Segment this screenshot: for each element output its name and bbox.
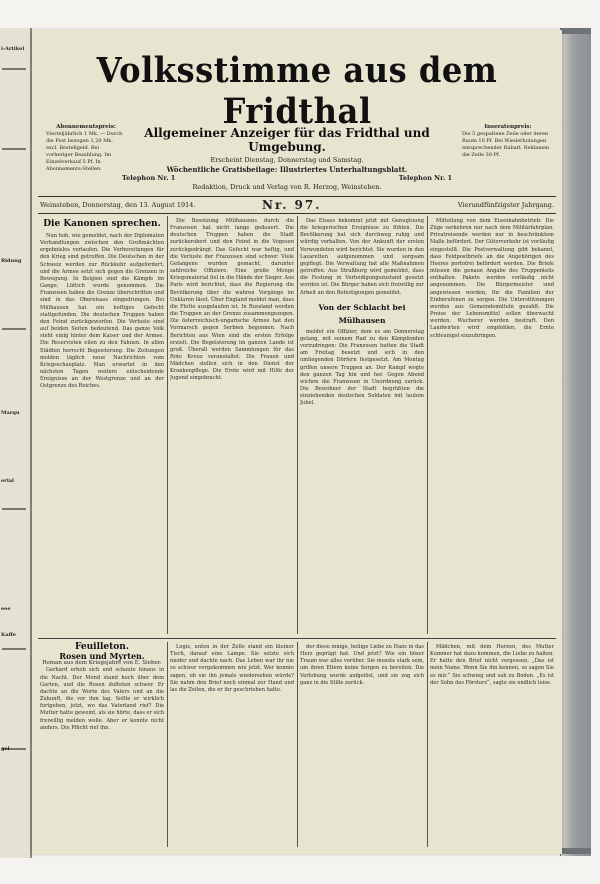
column-separator [297,642,298,847]
feuilleton-column-3 [300,644,424,847]
feuilleton-column-4 [430,644,554,847]
column-separator [297,216,298,634]
subscription-heading: Abonnementspreis: [56,124,116,130]
appearance-days: Erscheint Dienstag, Donnerstag und Samstag. [210,156,364,164]
ads-price-box [462,124,554,159]
issue-number: Nr. 97. [262,198,322,212]
left-fragment: Ridung [1,258,22,264]
article-column-3 [300,218,424,636]
subscription-box [46,124,126,173]
article-body: Nun hob, wie gemeldet, nach der Diplomaten Verhandlungen zwischen den Großmächten ergebnislos verlaufen. Die Vorbereitungen für den Krieg sind getroffen. Die Deutschen in der Schweiz werden zur Rückkehr aufgefordert, und die Armee setzt sich gegen die Grenzen in Bewegung. In Belgien sind die Kämpfe im Gange; Lüttich wurde genommen. Die Franzosen haben die Grenze überschritten und sind in das Oberelsass eingedrungen. Bei Mülhausen hat ein heftiges Gefecht stattgefunden. Die deutschen Truppen haben den Feind zurückgeworfen. Die Verluste sind auf beiden Seiten bedeutend. Das ganze Volk steht einig hinter dem Kaiser und der Armee. Die Reservisten eilen zu den Fahnen. In allen Städten herrscht Begeisterung. Die Zeitungen melden täglich neue Nachrichten vom Kriegsschauplatz. Man erwartet in den nächsten Tagen weitere entscheidende Ereignisse an der Westgrenze und an der Ostgrenze des Reiches. [40,233,164,390]
column-separator [167,642,168,847]
feuilleton-column-2 [170,644,294,847]
article-column-2 [170,218,294,636]
issue-date: Weinsteben, Donnerstag, den 13. August 1914. [40,201,196,209]
article-body: Mitteilung von dem Eisenbahnbetrieb: Die Züge verkehren nur nach dem Militärfahrplan. Privatreisende werden nur in beschränktem Maße befördert. Der Güterverkehr ist vorläufig eingestellt. Die Postverwaltung gibt bekannt, dass Feldpostbriefe an die Angehörigen des Heeres portofrei befördert werden. Die Briefe müssen die genaue Angabe des Truppenteils enthalten. Pakete werden vorläufig nicht angenommen. Die Bürgermeister sind angewiesen worden, für die Familien der Einberufenen zu sorgen. Die Unterstützungen werden aus Gemeindemitteln gezahlt. Die Preise der Lebensmittel sollen überwacht werden. Wucherer werden bestraft. Den Landwirten wird empfohlen, die Ernte schleunigst einzubringen. [430,218,554,339]
column-separator [427,642,428,847]
feuilleton-rule [38,638,556,639]
header-rule [38,196,556,197]
column-separator [167,216,168,634]
left-fragment: i-Artikel [1,46,25,52]
novel-title: Rosen und Myrten. [59,651,145,662]
left-fragment: Marqu [1,410,20,416]
column-separator [427,216,428,634]
feuilleton-column-1 [40,642,164,847]
novel-body: Logis, unten in der Zelle stand ein kleiner Tisch, darauf eine Lampe. Sie setzte sich nieder und dachte nach. Das Leben war ihr nie so schwer vorgekommen wie jetzt. Wer konnte sagen, ob sie ihn jemals wiedersehen würde? Sie nahm den Brief noch einmal zur Hand und las die Zeilen, die er ihr geschrieben hatte. [170,644,294,693]
dateline [40,198,554,212]
left-fragment: Kaffe [1,632,16,638]
novel-body: der diese innige, heilige Liebe zu Hans in das Herz geprägt hat. Und jetzt? Wie ein böser Traum war alles vorüber. Sie musste stark sein, um ihren Eltern keine Sorgen zu bereiten. Die Verlobung wurde aufgelöst, und sie zog sich ganz in die Stille zurück. [300,644,424,686]
supplement-line: Wöchentliche Gratisbeilage: Illustriertes Unterhaltungsblatt. [166,165,408,174]
editor-line: Redaktion, Druck und Verlag von R. Herzog, Weinsteben. [192,183,382,191]
masthead-subtitle: Allgemeiner Anzeiger für das Fridthal und Umgebung. [144,126,430,154]
left-bound-page [0,28,32,858]
article-body: meldet ein Offizier, dem es am Donnerstag gelang, mit seinem Rad zu den Kämpfenden vorzudringen: Die Franzosen hatten die Stadt am Freitag besetzt und sich in den umliegenden Dörfern festgesetzt. Am Montag griffen unsere Truppen an. Der Kampf wogte den ganzen Tag hin und her. Gegen Abend wichen die Franzosen in Unordnung zurück. Die Bewohner der Stadt begrüßten die einziehenden deutschen Soldaten mit lautem Jubel. [300,328,424,407]
article-title: Von der Schlacht bei Mülhausen [318,302,406,325]
feuilleton-title: Feuilleton. [75,642,129,652]
left-fragment: gel [1,746,10,752]
ads-text: Die 5 gespaltene Zeile oder deren Raum 10 Pf. Bei Wiederholungen entsprechender Rabatt. Reklamen die Zeile 30 Pf. [462,131,550,158]
masthead-title: Volksstimme aus dem Fridthal [96,50,498,132]
article-title: Die Kanonen sprechen. [43,219,161,229]
volume-year: Vierundfünfzigster Jahrgang. [457,201,554,209]
article-column-4 [430,218,554,636]
book-spine [560,28,591,856]
phone-right: Telephon Nr. 1 [398,174,452,182]
newspaper-page [32,30,562,854]
left-fragment: erial [1,478,14,484]
novel-body: Gerhard erhob sich und schaute hinaus in die Nacht. Der Mond stand hoch über dem Garten, und die Rosen dufteten schwer. Er dachte an die Worte des Vaters und an die Zukunft, die vor ihm lag. Sollte er wirklich fortgehen, jetzt, wo das Vaterland rief? Die Mutter hatte geweint, als sie hörte, dass er sich freiwillig melden wolle. Aber er konnte nicht anders. Die Pflicht rief ihn. [40,667,164,731]
subscription-text: Vierteljährlich 1 Mk. — Durch die Post bezogen 1,20 Mk. excl. Bestellgeld. Bei vorheriger Bezahlung. Im Einzelverkauf 5 Pf. In Abonnements-Stellen. [46,131,123,172]
article-body: Das Elsass bekommt jetzt mit Genugtuung die kriegerischen Ereignisse zu fühlen. Die Bevölkerung hat sich durchweg ruhig und würdig verhalten. Von der Ankunft der ersten Verwundeten wird berichtet. Sie wurden in den Lazaretten aufgenommen und sorgsam gepflegt. Die Verwaltung hat alle Maßnahmen getroffen. Aus Straßburg wird gemeldet, dass die Festung in Verteidigungszustand gesetzt worden ist. Die Bürger haben sich freiwillig zur Arbeit an den Befestigungen gemeldet. [300,218,424,296]
ads-heading: Inseratenpreis: [484,124,532,130]
masthead-meta [122,156,452,192]
left-fragment: eee [1,606,11,612]
article-column-1 [40,216,164,636]
phone-left: Telephon Nr. 1 [122,174,176,182]
dateline-rule [38,213,556,214]
novel-body: Mädchen, mit dem Herzen, des Mutter Kummer hat dazu kommen, die Liebe zu halten. Er hatte den Brief nicht vergessen. „Das ist mein Name. Wenn Sie ihn kennen, so sagen Sie es mir.“ Sie schwieg und sah zu Boden. „Es ist der Sohn des Försters“, sagte sie endlich leise. [430,644,554,686]
novel-subtitle: Roman aus dem Kriegsjahre von E. Sieber. [42,660,162,667]
article-body: Die Besetzung Mülhausens durch die Franzosen hat nicht lange gedauert. Die deutschen Truppen haben die Stadt zurückerobert und den Feind in die Vogesen zurückgedrängt. Das Gefecht war heftig, und die Verluste der Franzosen sind schwer. Viele Gefangene wurden gemacht, darunter zahlreiche Offiziere. Eine große Menge Kriegsmaterial fiel in die Hände der Sieger. Aus Paris wird berichtet, dass die Regierung die Bevölkerung über die wahren Vorgänge im Unklaren lässt. Über England meldet man, dass die Flotte ausgelaufen ist. In Russland werden die Truppen an der Grenze zusammengezogen. Die österreichisch-ungarische Armee hat den Vormarsch gegen Serbien begonnen. Nach Berichten aus Wien sind die ersten Erfolge erzielt. Die Begeisterung im ganzen Lande ist groß. Überall werden Sammlungen für das Rote Kreuz veranstaltet. Die Frauen und Mädchen stellen sich in den Dienst der Krankenpflege. Die Ernte wird mit Hilfe der Jugend eingebracht. [170,218,294,382]
